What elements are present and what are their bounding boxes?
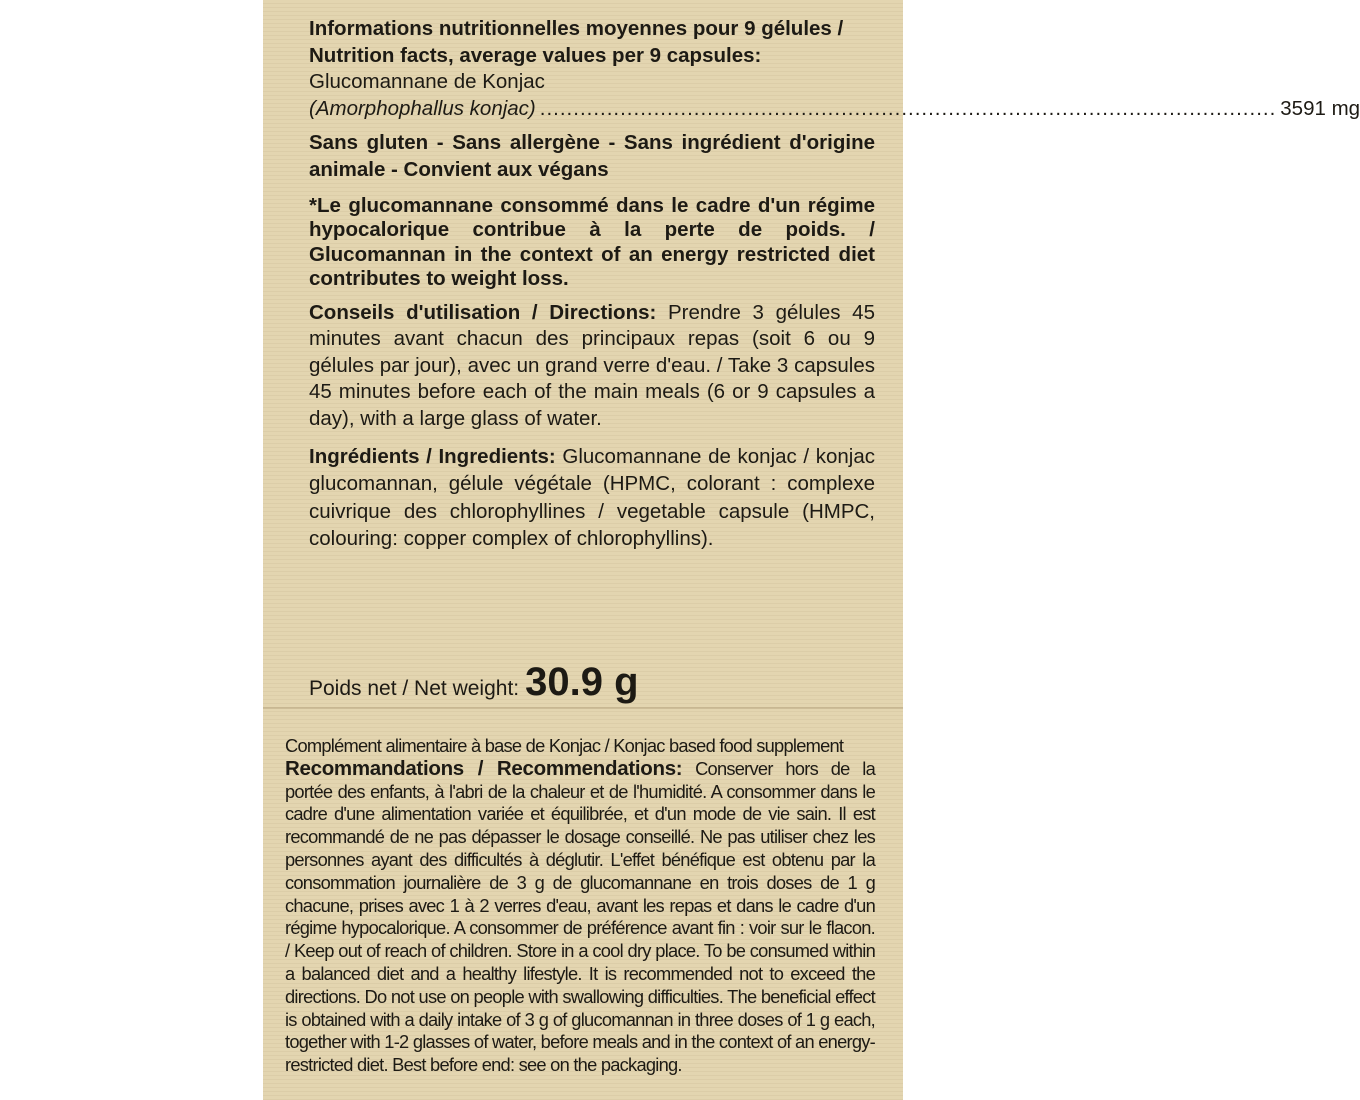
product-label-panel [263, 0, 1360, 1100]
nutrition-ingredient-amount: 3591 mg [1280, 96, 1360, 120]
recommendations-label: Recommandations / Recommendations: [285, 756, 683, 780]
net-weight [309, 660, 639, 705]
recommendations-text: Conserver hors de la portée des enfants, à l'abri de la chaleur et de l'humidité. A consommer dans le cadre d'une alimentation variée et équilibrée, et d'un mode de vie sain. Il est recommandé de ne pas dépasser le dosage conseillé. Ne pas utiliser chez les personnes ayant des difficultés à déglutir. L'effet bénéfique est obtenu par la consommation journalière de 3 g de glucomannane en trois doses de 1 g chacune, prises avec 1 à 2 verres d'eau, avant les repas et dans le cadre d'un régime hypocalorique. A consommer de préférence avant fin : voir sur le flacon. / Keep out of reach of children. Store in a cool dry place. To be consumed within a balanced diet and a healthy lifestyle. It is recommended not to exceed the directions. Do not use on people with swallowing difficulties. The beneficial effect is obtained with a daily intake of 3 g of glucomannan in three doses of 1 g each, together with 1-2 glasses of water, before meals and in the context of an energy-restricted diet. Best before end: see on the packaging. [285, 757, 875, 1076]
leader-dots: .............................................................................................................. [539, 96, 1277, 120]
ingredients-label: Ingrédients / Ingredients: [309, 444, 556, 468]
label-upper-section [309, 16, 1360, 553]
directions-paragraph [309, 300, 875, 433]
net-weight-value: 30.9 g [525, 660, 639, 704]
dietary-claims: Sans gluten - Sans allergène - Sans ingrédient d'origine animale - Convient aux végans [309, 131, 875, 181]
ingredients-paragraph [309, 443, 875, 553]
net-weight-label: Poids net / Net weight: [309, 677, 520, 700]
nutrition-ingredient-latin: (Amorphophallus konjac) [309, 96, 536, 120]
ingredients-text: Glucomannane de konjac / konjac glucomannan, gélule végétale (HPMC, colorant : complexe cuivrique des chlorophyllines / vegetable capsule (HMPC, colouring: copper complex of chlorophyllins). [309, 444, 875, 551]
nutrition-ingredient-name: Glucomannane de Konjac [309, 70, 545, 94]
directions-text: Prendre 3 gélules 45 minutes avant chacun des principaux repas (soit 6 ou 9 gélules par jour), avec un grand verre d'eau. / Take 3 capsules 45 minutes before each of the main meals (6 or 9 capsules a day), with a large glass of water. [309, 300, 875, 430]
nutrition-ingredient-row [309, 96, 1360, 123]
recommendations-paragraph [285, 758, 875, 1077]
label-lower-section [285, 735, 875, 1077]
weight-loss-claim-note: *Le glucomannane consommé dans le cadre d'un régime hypocalorique contribue à la perte de poids. / Glucomannan in the context of an energy restricted diet contributes to weight loss. [309, 193, 875, 291]
supplement-line: Complément alimentaire à base de Konjac / Konjac based food supplement [285, 735, 844, 756]
nutrition-heading: Informations nutritionnelles moyennes pour 9 gélules / Nutrition facts, average values per 9 capsules: [309, 17, 844, 67]
directions-label: Conseils d'utilisation / Directions: [309, 300, 657, 324]
panel-divider [263, 707, 903, 709]
